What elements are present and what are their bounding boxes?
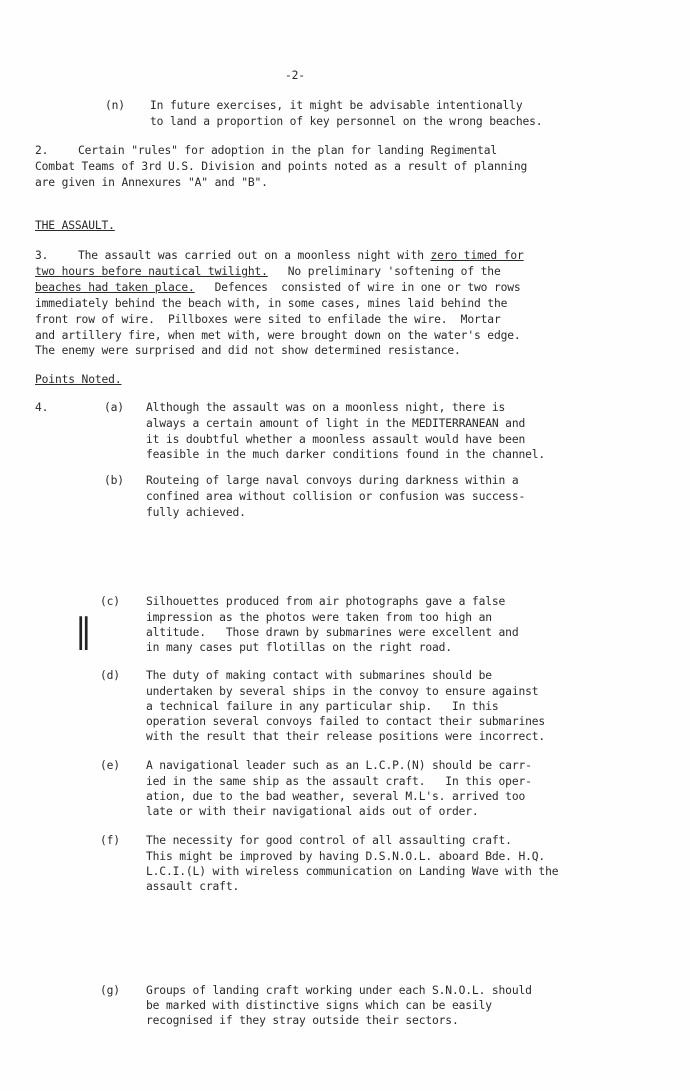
margin-mark: || xyxy=(75,611,86,651)
text-line: Combat Teams of 3rd U.S. Division and points noted as a result of planning xyxy=(35,160,528,173)
text-line: undertaken by several ships in the convoy to ensure against xyxy=(146,685,539,698)
text-line: ied in the same ship as the assault craft. In this oper- xyxy=(146,775,532,788)
text-line: Routeing of large naval convoys during darkness within a xyxy=(146,474,519,487)
section-heading: Points Noted. xyxy=(35,373,122,386)
text-line: to land a proportion of key personnel on the wrong beaches. xyxy=(150,115,543,128)
text-line: impression as the photos were taken from too high an xyxy=(146,611,492,624)
text-line: confined area without collision or confusion was success- xyxy=(146,490,526,503)
paragraph-number: 4. xyxy=(35,401,49,414)
paragraph-number: 2. xyxy=(35,144,49,157)
paragraph-number: 3. xyxy=(35,249,49,262)
text-line: fully achieved. xyxy=(146,506,246,519)
text-line: front row of wire. Pillboxes were sited to enfilade the wire. Mortar xyxy=(35,313,501,326)
text-line: two hours before nautical twilight. No preliminary 'softening of the xyxy=(35,265,501,278)
text-line: assault craft. xyxy=(146,880,240,893)
section-heading: THE ASSAULT. xyxy=(35,219,115,232)
text-line: Certain "rules" for adoption in the plan for landing Regimental xyxy=(78,144,498,157)
text-line: ation, due to the bad weather, several M.L's. arrived too xyxy=(146,790,526,803)
item-label-f: (f) xyxy=(100,834,120,847)
text-line: immediately behind the beach with, in some cases, mines laid behind the xyxy=(35,297,508,310)
text-line: The enemy were surprised and did not show determined resistance. xyxy=(35,344,461,357)
item-label-a: (a) xyxy=(104,401,124,414)
text-line: be marked with distinctive signs which can be easily xyxy=(146,999,492,1012)
text-line: late or with their navigational aids out of order. xyxy=(146,805,479,818)
text-line: with the result that their release positions were incorrect. xyxy=(146,730,546,743)
text-line: and artillery fire, when met with, were brought down on the water's edge. xyxy=(35,329,521,342)
text-line: it is doubtful whether a moonless assault would have been xyxy=(146,433,526,446)
text-line: This might be improved by having D.S.N.O.L. aboard Bde. H.Q. xyxy=(146,850,546,863)
item-label-c: (c) xyxy=(100,595,120,608)
text-line: Groups of landing craft working under each S.N.O.L. should xyxy=(146,984,532,997)
text-line: are given in Annexures "A" and "B". xyxy=(35,176,268,189)
text-line: Although the assault was on a moonless night, there is xyxy=(146,401,506,414)
item-label-g: (g) xyxy=(100,984,120,997)
text-line: L.C.I.(L) with wireless communication on Landing Wave with the xyxy=(146,865,559,878)
text-line: The duty of making contact with submarines should be xyxy=(146,669,492,682)
page-number: -2- xyxy=(285,69,305,82)
text-line: In future exercises, it might be advisable intentionally xyxy=(150,99,523,112)
text-line: altitude. Those drawn by submarines were excellent and xyxy=(146,626,519,639)
text-line: in many cases put flotillas on the right road. xyxy=(146,641,452,654)
text-line: recognised if they stray outside their sectors. xyxy=(146,1014,459,1027)
text-line: feasible in the much darker conditions found in the channel. xyxy=(146,448,546,461)
item-label-d: (d) xyxy=(100,669,120,682)
text-line: operation several convoys failed to contact their submarines xyxy=(146,715,546,728)
item-label-b: (b) xyxy=(104,474,124,487)
text-line: The assault was carried out on a moonless night with zero timed for xyxy=(78,249,524,262)
text-line: The necessity for good control of all assaulting craft. xyxy=(146,834,512,847)
text-line: a technical failure in any particular ship. In this xyxy=(146,700,499,713)
text-line: always a certain amount of light in the MEDITERRANEAN and xyxy=(146,417,526,430)
text-line: Silhouettes produced from air photographs gave a false xyxy=(146,595,506,608)
item-label-n: (n) xyxy=(105,99,125,112)
item-label-e: (e) xyxy=(100,759,120,772)
text-line: A navigational leader such as an L.C.P.(N) should be carr- xyxy=(146,759,532,772)
text-line: beaches had taken place. Defences consisted of wire in one or two rows xyxy=(35,281,521,294)
